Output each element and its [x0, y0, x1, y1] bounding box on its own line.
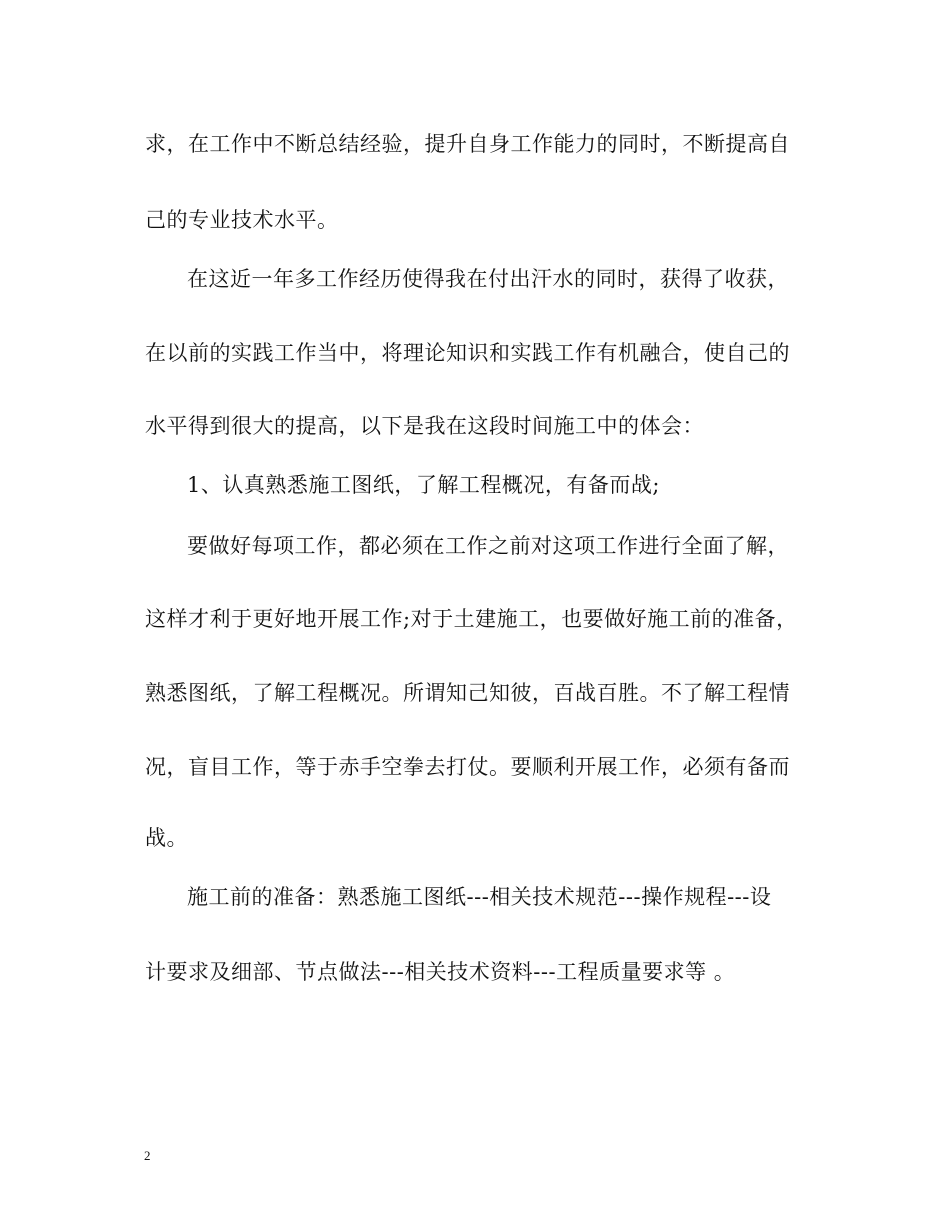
text-line-3: 在这近一年多工作经历使得我在付出汗水的同时，获得了收获， [187, 267, 789, 291]
list-item-heading: 1、认真熟悉施工图纸，了解工程概况，有备而战; [187, 473, 660, 497]
text-line-5: 水平得到很大的提高，以下是我在这段时间施工中的体会： [145, 414, 704, 438]
text-line-1: 求，在工作中不断总结经验，提升自身工作能力的同时，不断提高自 [145, 132, 790, 156]
text-line-4: 在以前的实践工作当中，将理论知识和实践工作有机融合，使自己的 [145, 341, 790, 365]
text-line-10: 况，盲目工作，等于赤手空拳去打仗。要顺利开展工作，必须有备而 [145, 755, 790, 779]
text-line-11: 战。 [145, 826, 188, 850]
text-line-9: 熟悉图纸，了解工程概况。所谓知己知彼，百战百胜。不了解工程情 [145, 681, 790, 705]
text-line-13: 计要求及细部、节点做法---相关技术资料---工程质量要求等 。 [145, 960, 736, 984]
page-number: 2 [144, 1148, 151, 1163]
text-line-2: 己的专业技术水平。 [145, 208, 339, 232]
text-line-7: 要做好每项工作，都必须在工作之前对这项工作进行全面了解， [187, 534, 789, 558]
text-line-12: 施工前的准备：熟悉施工图纸---相关技术规范---操作规程---设 [187, 885, 772, 909]
text-line-8: 这样才利于更好地开展工作;对于土建施工，也要做好施工前的准备， [145, 607, 798, 631]
